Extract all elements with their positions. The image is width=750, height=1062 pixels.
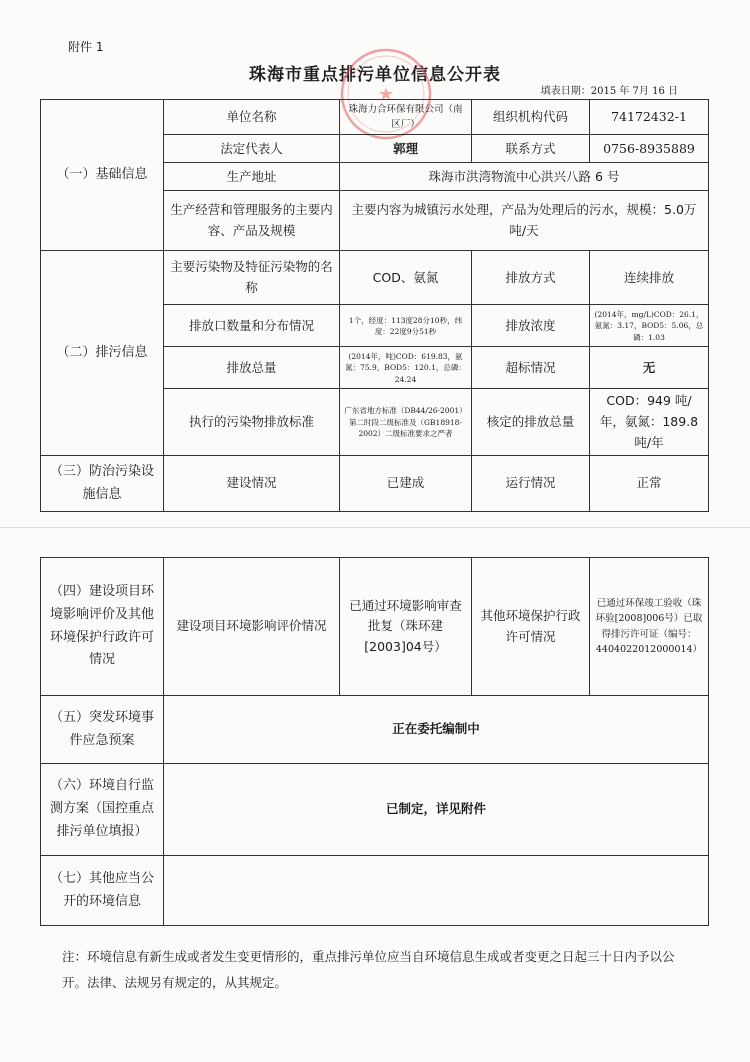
address-value: 珠海市洪湾物流中心洪兴八路 6 号 <box>340 163 709 191</box>
approved-total-value: COD：949 吨/年，氨氮：189.8吨/年 <box>590 389 709 456</box>
other-permit-value: 已通过环保竣工验收（珠环验[2008]006号）已取得排污许可证（编号：4404022012000014） <box>590 558 709 696</box>
contact-label: 联系方式 <box>472 135 590 163</box>
build-status-label: 建设情况 <box>164 456 340 512</box>
other-permit-label: 其他环境保护行政许可情况 <box>472 558 590 696</box>
emergency-plan-value: 正在委托编制中 <box>164 696 709 764</box>
approved-total-label: 核定的排放总量 <box>472 389 590 456</box>
contact-value: 0756-8935889 <box>590 135 709 163</box>
section-prevention-info: （三）防治污染设施信息 <box>41 456 164 512</box>
legal-rep-label: 法定代表人 <box>164 135 340 163</box>
outlets-label: 排放口数量和分布情况 <box>164 305 340 347</box>
exceed-value: 无 <box>590 347 709 389</box>
page-title: 珠海市重点排污单位信息公开表 <box>249 65 501 85</box>
unit-name-value: 珠海力合环保有限公司（南区厂） <box>340 100 472 135</box>
section-basic-info: （一）基础信息 <box>41 100 164 251</box>
section-other-info: （七）其他应当公开的环境信息 <box>41 856 164 926</box>
section-emergency-plan: （五）突发环境事件应急预案 <box>41 696 164 764</box>
discharge-method-label: 排放方式 <box>472 251 590 305</box>
exceed-label: 超标情况 <box>472 347 590 389</box>
pollutants-value: COD、氨氮 <box>340 251 472 305</box>
other-info-value <box>164 856 709 926</box>
footnote: 注：环境信息有新生成或者发生变更情形的，重点排污单位应当自环境信息生成或者变更之日起三十日内予以公开。法律、法规另有规定的，从其规定。 <box>62 949 675 991</box>
build-status-value: 已建成 <box>340 456 472 512</box>
address-label: 生产地址 <box>164 163 340 191</box>
outlets-value: 1个，经度：113度28分10秒，纬度：22度9分51秒 <box>340 305 472 347</box>
business-value: 主要内容为城镇污水处理，产品为处理后的污水，规模：5.0万吨/天 <box>340 191 709 251</box>
info-table-bottom <box>40 557 709 926</box>
standard-label: 执行的污染物排放标准 <box>164 389 340 456</box>
fill-date: 填表日期：2015 年 7月 16 日 <box>540 86 678 97</box>
total-discharge-value: (2014年，吨)COD：619.83，氨氮：75.9，BOD5：120.1，总磷：24.24 <box>340 347 472 389</box>
concentration-label: 排放浓度 <box>472 305 590 347</box>
attachment-label: 附件 1 <box>68 40 104 54</box>
info-table-top <box>40 99 709 512</box>
pollutants-label: 主要污染物及特征污染物的名称 <box>164 251 340 305</box>
discharge-method-value: 连续排放 <box>590 251 709 305</box>
standard-value: 广东省地方标准（DB44/26-2001）第二时段二级标准及（GB18918-2002）二级标准要求之严者 <box>340 389 472 456</box>
section-pollution-info: （二）排污信息 <box>41 251 164 456</box>
section-monitoring-plan: （六）环境自行监测方案（国控重点排污单位填报） <box>41 764 164 856</box>
total-discharge-label: 排放总量 <box>164 347 340 389</box>
business-label: 生产经营和管理服务的主要内容、产品及规模 <box>164 191 340 251</box>
monitoring-plan-value: 已制定，详见附件 <box>164 764 709 856</box>
eia-label: 建设项目环境影响评价情况 <box>164 558 340 696</box>
unit-name-label: 单位名称 <box>164 100 340 135</box>
concentration-value: (2014年，mg/L)COD：26.1，氨氮：3.17，BOD5：5.06，总磷：1.03 <box>590 305 709 347</box>
run-status-value: 正常 <box>590 456 709 512</box>
org-code-label: 组织机构代码 <box>472 100 590 135</box>
svg-text:★: ★ <box>377 84 395 105</box>
legal-rep-value: 郭理 <box>340 135 472 163</box>
run-status-label: 运行情况 <box>472 456 590 512</box>
section-eia-info: （四）建设项目环境影响评价及其他环境保护行政许可情况 <box>41 558 164 696</box>
org-code-value: 74172432-1 <box>590 100 709 135</box>
eia-value: 已通过环境影响审查批复（珠环建[2003]04号） <box>340 558 472 696</box>
